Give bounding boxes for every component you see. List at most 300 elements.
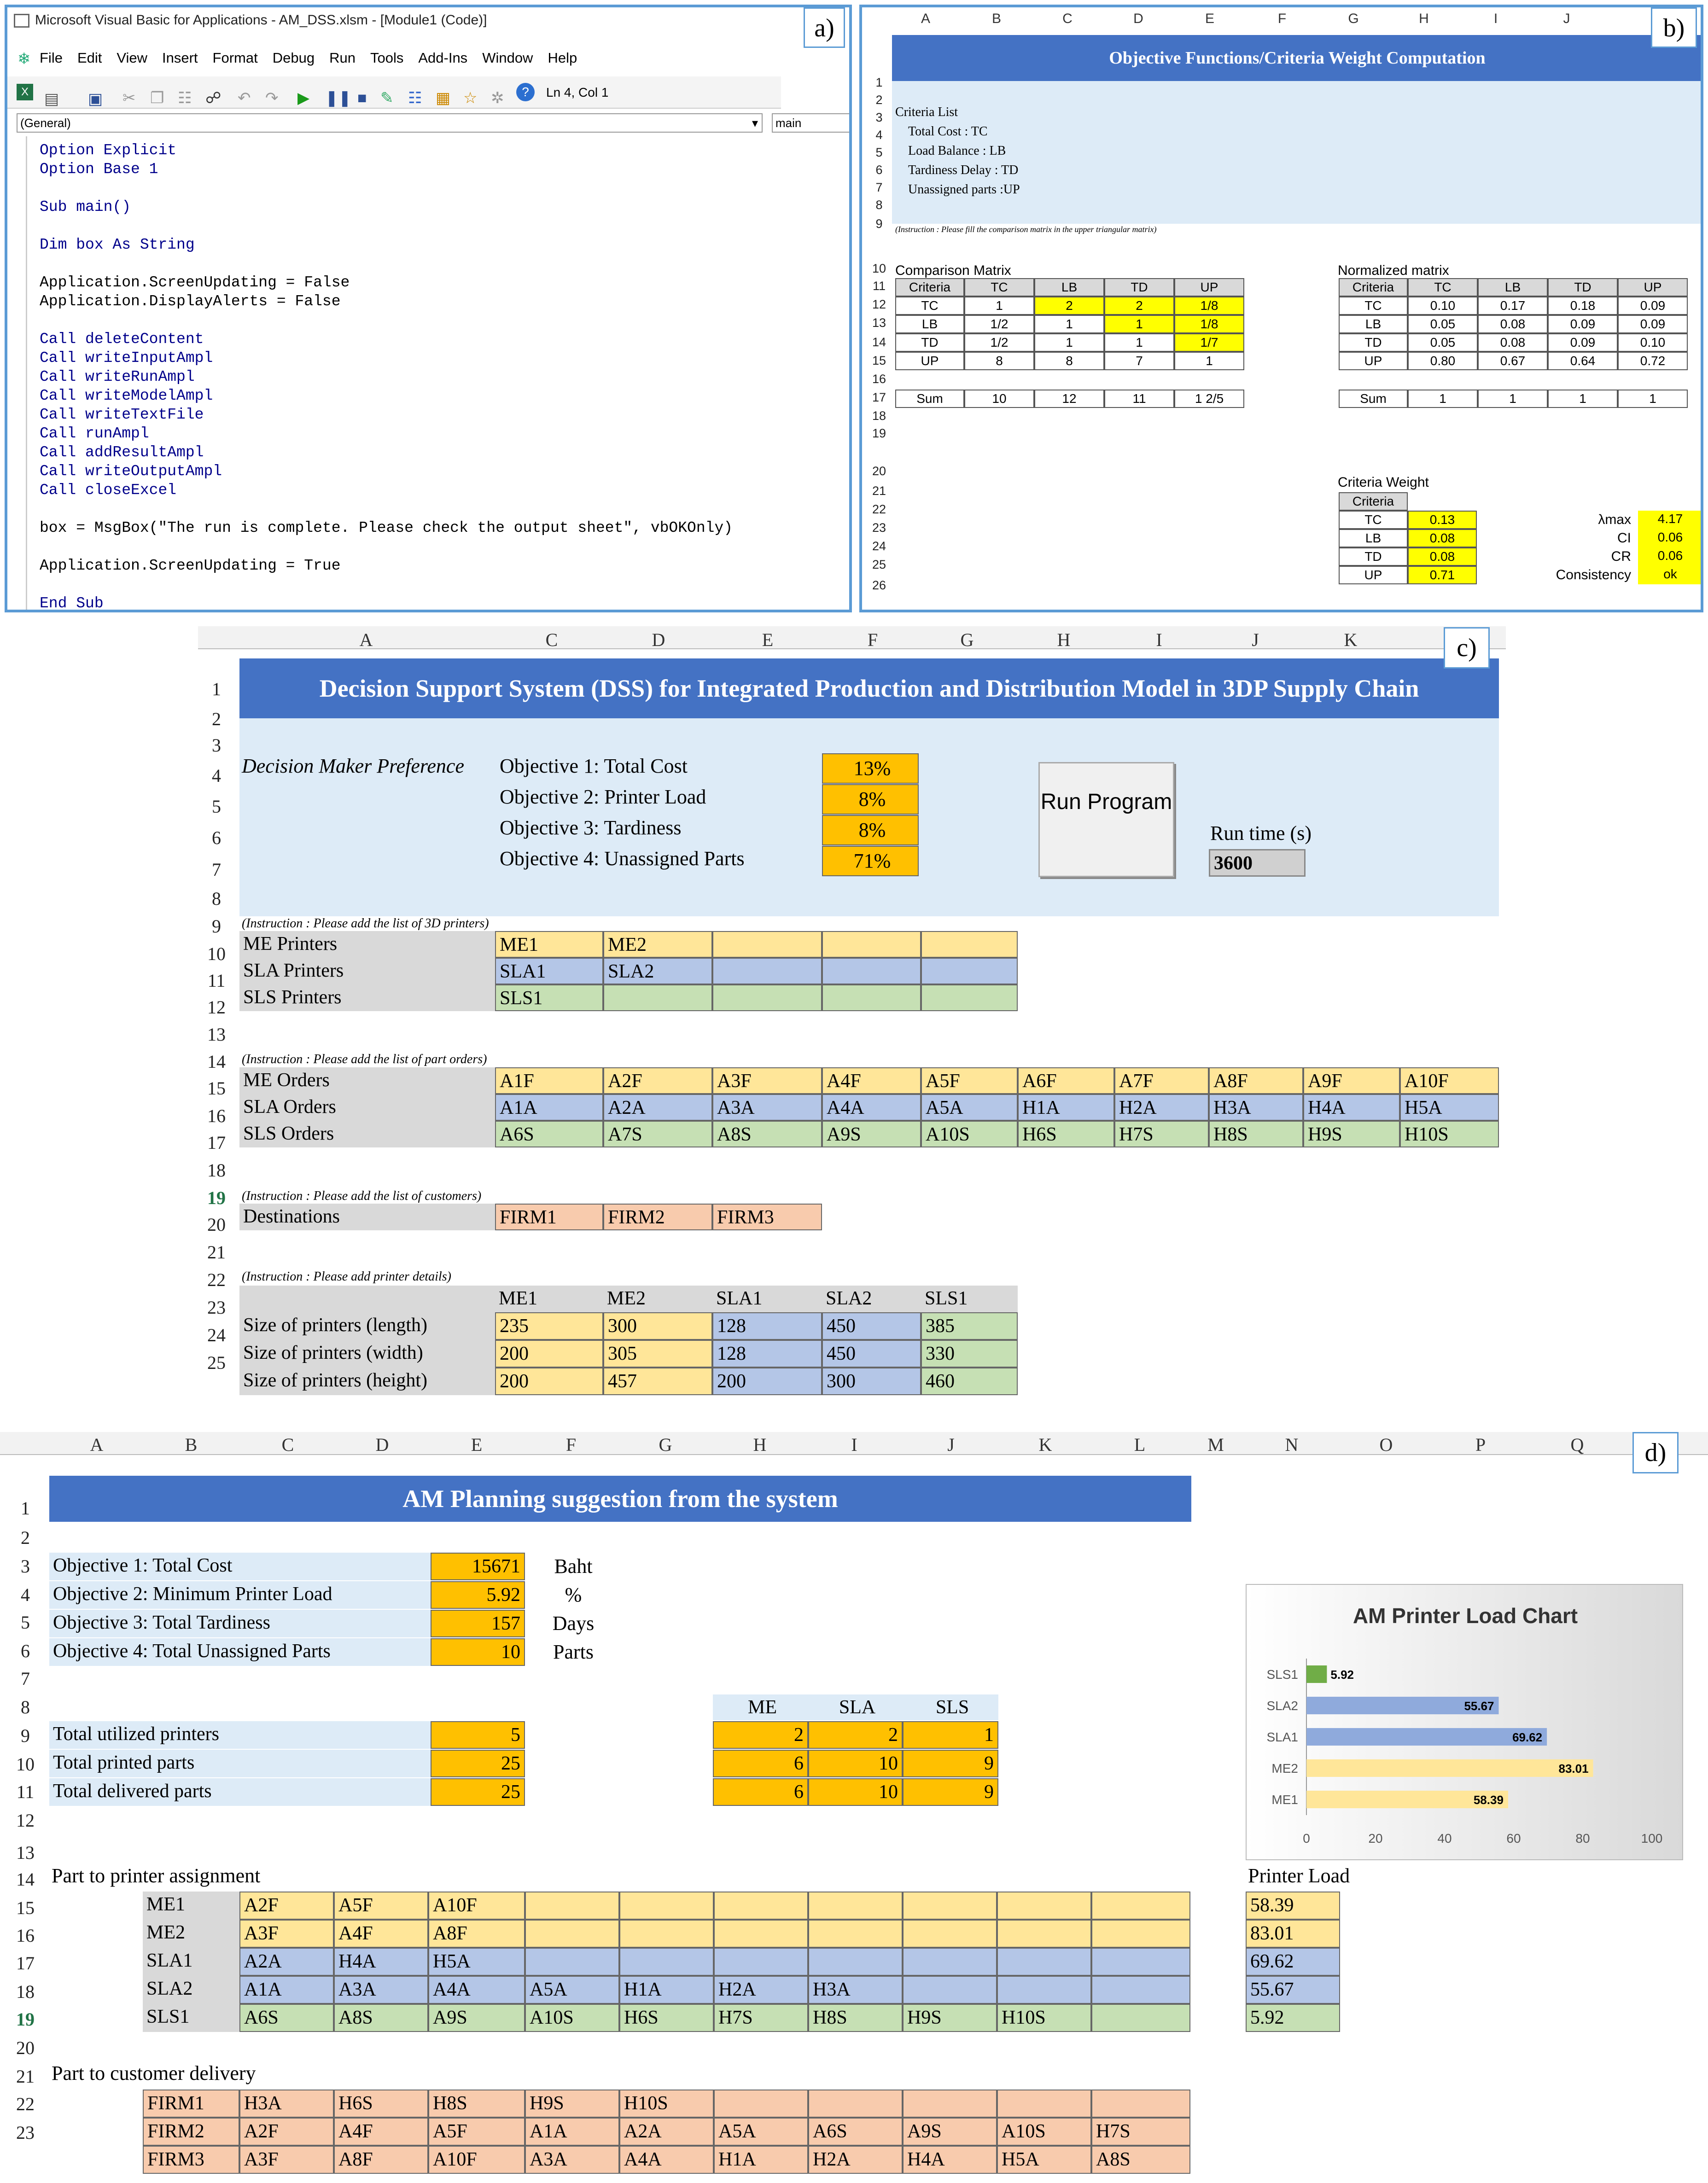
code-line: Call deleteContent xyxy=(40,331,204,348)
column-header: J xyxy=(947,1434,955,1455)
menu-item-insert[interactable]: Insert xyxy=(162,50,198,66)
order-cell[interactable]: A4F xyxy=(822,1067,921,1094)
code-line: End Sub xyxy=(40,595,104,612)
order-cell[interactable]: A10F xyxy=(1400,1067,1499,1094)
row-number: 18 xyxy=(16,1981,35,2002)
assignment-cell xyxy=(619,1920,714,1948)
detail-cell[interactable]: 450 xyxy=(822,1312,921,1340)
code-line: Sub main() xyxy=(40,198,131,215)
column-header: F xyxy=(867,629,878,650)
detail-label: Size of printers (height) xyxy=(239,1368,495,1395)
order-cell[interactable]: H7S xyxy=(1114,1121,1209,1147)
row-number: 23 xyxy=(872,521,886,535)
detail-cell[interactable]: 128 xyxy=(712,1340,822,1368)
column-header: M xyxy=(1207,1434,1224,1455)
delivery-cell: H2A xyxy=(808,2146,903,2174)
code-line xyxy=(40,216,733,235)
find-icon[interactable]: ☍ xyxy=(205,89,222,107)
row-number: 16 xyxy=(207,1106,226,1126)
row-number: 6 xyxy=(875,163,883,177)
menu-item-window[interactable]: Window xyxy=(482,50,533,66)
delivery-cell xyxy=(714,2090,808,2118)
printer-cell[interactable]: SLS1 xyxy=(495,984,603,1011)
row-number: 12 xyxy=(872,297,886,311)
row-number: 17 xyxy=(16,1953,35,1973)
matrix-cell[interactable]: 1/2 xyxy=(964,333,1034,352)
assignment-cell: H8S xyxy=(808,2004,903,2032)
detail-cell[interactable]: 200 xyxy=(495,1368,603,1395)
assignment-cell xyxy=(903,1920,997,1948)
column-header: I xyxy=(1493,11,1498,26)
objective-unit: Days xyxy=(552,1612,595,1635)
assignment-cell xyxy=(714,1948,808,1976)
order-cell[interactable]: A9F xyxy=(1303,1067,1400,1094)
matrix-cell[interactable]: 1/8 xyxy=(1174,315,1244,333)
order-cell[interactable]: H9S xyxy=(1303,1121,1400,1147)
order-cell[interactable]: H8S xyxy=(1209,1121,1303,1147)
printer-cell[interactable]: SLA1 xyxy=(495,958,603,984)
delivery-cell: A8S xyxy=(1091,2146,1190,2174)
detail-cell[interactable]: 128 xyxy=(712,1312,822,1340)
matrix-cell: 0.18 xyxy=(1548,297,1618,315)
column-header: D xyxy=(1133,11,1143,26)
objective-label: Objective 2: Printer Load xyxy=(500,786,706,808)
object-combo[interactable] xyxy=(17,113,763,133)
chart-title: AM Printer Load Chart xyxy=(1352,1604,1578,1628)
row-number: 7 xyxy=(212,859,221,880)
total-value: 25 xyxy=(431,1750,525,1777)
column-header: F xyxy=(1277,11,1287,26)
row-number: 6 xyxy=(212,827,221,848)
row-number: 20 xyxy=(207,1214,226,1235)
stat-label: λmax xyxy=(1598,512,1631,527)
objective-label: Objective 2: Minimum Printer Load xyxy=(49,1581,431,1609)
matrix-cell[interactable]: LB xyxy=(895,315,964,333)
run-time-field[interactable]: 3600 xyxy=(1209,849,1306,877)
object-browser-icon[interactable]: ☆ xyxy=(463,89,478,107)
column-header: E xyxy=(471,1434,483,1455)
order-cell[interactable]: A7S xyxy=(603,1121,712,1147)
detail-cell[interactable]: 235 xyxy=(495,1312,603,1340)
row-number: 16 xyxy=(16,1925,35,1946)
menu-item-debug[interactable]: Debug xyxy=(272,50,315,66)
row-number: 9 xyxy=(875,217,883,231)
matrix-cell: 0.17 xyxy=(1478,297,1548,315)
chart-data-label: 55.67 xyxy=(1464,1699,1494,1713)
detail-cell[interactable]: 305 xyxy=(603,1340,712,1368)
assignment-cell xyxy=(903,1948,997,1976)
matrix-cell: 0.08 xyxy=(1478,333,1548,352)
instruction-text: (Instruction : Please fill the comparison matrix in the upper triangular matrix) xyxy=(895,225,1157,234)
row-number: 15 xyxy=(16,1898,35,1918)
matrix-cell[interactable]: 1 xyxy=(1174,352,1244,370)
matrix-cell[interactable]: 1 xyxy=(1104,315,1174,333)
delivery-cell: A4F xyxy=(334,2118,428,2146)
order-cell[interactable]: A7F xyxy=(1114,1067,1209,1094)
matrix-cell[interactable]: 1 xyxy=(1034,333,1104,352)
delivery-customer: FIRM2 xyxy=(143,2118,239,2146)
toolbox-icon[interactable]: ✲ xyxy=(491,89,504,107)
order-type-label: ME Orders xyxy=(239,1067,495,1094)
paste-icon[interactable]: ☷ xyxy=(178,89,192,107)
chart-category-label: SLA1 xyxy=(1266,1730,1298,1744)
order-cell[interactable]: A6S xyxy=(495,1121,603,1147)
panel-label-c: c) xyxy=(1444,627,1490,669)
row-number: 22 xyxy=(207,1269,226,1290)
help-icon[interactable]: ? xyxy=(516,83,535,101)
matrix-cell[interactable]: TC xyxy=(895,297,964,315)
matrix-cell: 0.10 xyxy=(1408,297,1478,315)
panel-label-d: d) xyxy=(1632,1432,1679,1473)
type-total: 9 xyxy=(903,1778,998,1806)
chart-tick-label: 40 xyxy=(1437,1831,1452,1845)
code-line: Call writeTextFile xyxy=(40,406,204,423)
objective-label: Objective 3: Total Tardiness xyxy=(49,1610,431,1637)
total-value: 5 xyxy=(431,1721,525,1749)
row-number: 26 xyxy=(872,578,886,592)
assignment-cell: H9S xyxy=(903,2004,997,2032)
matrix-cell: UP xyxy=(1339,352,1408,370)
column-header: L xyxy=(1134,1434,1146,1455)
column-header: G xyxy=(1348,11,1359,26)
printer-load-value: 5.92 xyxy=(1246,2004,1340,2032)
project-explorer-icon[interactable]: ☷ xyxy=(408,89,422,107)
code-line xyxy=(40,537,733,556)
weight-value: 0.08 xyxy=(1408,529,1477,547)
printer-cell[interactable] xyxy=(921,958,1018,984)
order-cell[interactable]: A8F xyxy=(1209,1067,1303,1094)
assignment-cell xyxy=(1091,1976,1190,2004)
detail-cell[interactable]: 200 xyxy=(495,1340,603,1368)
assignment-cell: A3A xyxy=(334,1976,428,2004)
assignment-cell: H2A xyxy=(714,1976,808,2004)
criteria-item: Load Balance : LB xyxy=(908,144,1006,158)
type-total: 10 xyxy=(808,1778,903,1806)
procedure-combo[interactable] xyxy=(772,113,852,133)
delivery-cell: H8S xyxy=(428,2090,525,2118)
matrix-cell: 0.09 xyxy=(1548,315,1618,333)
instruction-details: (Instruction : Please add printer details) xyxy=(242,1269,451,1284)
destination-cell[interactable]: FIRM3 xyxy=(712,1204,822,1230)
printer-cell[interactable] xyxy=(712,931,822,958)
stat-label: CR xyxy=(1611,549,1631,564)
order-cell[interactable]: A9S xyxy=(822,1121,921,1147)
criteria-item: Total Cost : TC xyxy=(908,124,988,139)
assignment-printer: SLS1 xyxy=(143,2004,239,2032)
matrix-cell[interactable]: UP xyxy=(895,352,964,370)
code-editor[interactable] xyxy=(40,141,733,612)
matrix-cell[interactable]: 8 xyxy=(1034,352,1104,370)
printer-cell[interactable]: ME2 xyxy=(603,931,712,958)
assignment-cell: A2F xyxy=(239,1892,334,1920)
objective-weight[interactable]: 71% xyxy=(822,846,919,876)
assignment-cell xyxy=(997,1920,1091,1948)
matrix-header: Criteria xyxy=(1339,278,1408,297)
total-value: 25 xyxy=(431,1778,525,1806)
weight-header: Criteria xyxy=(1339,492,1408,511)
chart-data-label: 5.92 xyxy=(1330,1668,1354,1682)
weight-value: 0.08 xyxy=(1408,547,1477,566)
row-number: 12 xyxy=(207,997,226,1018)
printer-load-value: 69.62 xyxy=(1246,1948,1340,1976)
matrix-cell[interactable]: 1 xyxy=(1104,333,1174,352)
row-number: 12 xyxy=(16,1810,35,1831)
code-line: Call closeExcel xyxy=(40,482,177,499)
row-number: 25 xyxy=(872,558,886,571)
matrix-cell: 0.05 xyxy=(1408,315,1478,333)
row-number: 20 xyxy=(872,464,886,478)
order-cell[interactable]: A8S xyxy=(712,1121,822,1147)
column-header: E xyxy=(1205,11,1214,26)
matrix-header: TC xyxy=(1408,278,1478,297)
criteria-item: Tardiness Delay : TD xyxy=(908,163,1019,177)
matrix-cell[interactable]: 1/8 xyxy=(1174,297,1244,315)
save-icon[interactable]: ▣ xyxy=(88,90,103,108)
normalized-label: Normalized matrix xyxy=(1338,263,1449,278)
code-line xyxy=(40,254,733,273)
printer-cell[interactable] xyxy=(712,958,822,984)
objective-weight[interactable]: 8% xyxy=(822,815,919,845)
panel-label-a: a) xyxy=(804,7,845,48)
type-header: ME xyxy=(713,1694,808,1720)
cut-icon[interactable]: ✂ xyxy=(122,89,136,107)
row-number: 1 xyxy=(212,679,221,699)
assignment-cell: H6S xyxy=(619,2004,714,2032)
order-cell[interactable]: A3A xyxy=(712,1094,822,1121)
menu-item-view[interactable]: View xyxy=(117,50,148,66)
order-cell[interactable]: H10S xyxy=(1400,1121,1499,1147)
matrix-cell[interactable]: 1/7 xyxy=(1174,333,1244,352)
menu-item-add-ins[interactable]: Add-Ins xyxy=(418,50,468,66)
assignment-printer: ME1 xyxy=(143,1892,239,1920)
delivery-cell xyxy=(1091,2090,1190,2118)
delivery-cell: H6S xyxy=(334,2090,428,2118)
order-cell[interactable]: A10S xyxy=(921,1121,1018,1147)
detail-cell[interactable]: 385 xyxy=(921,1312,1018,1340)
order-cell[interactable]: A1F xyxy=(495,1067,603,1094)
assignment-cell xyxy=(525,1948,619,1976)
insert-module-icon[interactable]: ▤ xyxy=(44,90,59,108)
sheet-title: Objective Functions/Criteria Weight Computation xyxy=(892,35,1702,81)
row-number: 19 xyxy=(872,426,886,440)
objective-weight[interactable]: 13% xyxy=(822,753,919,784)
detail-cell[interactable]: 330 xyxy=(921,1340,1018,1368)
menu-item-file[interactable]: File xyxy=(40,50,63,66)
excel-view-icon[interactable]: X xyxy=(17,84,33,100)
printer-cell[interactable] xyxy=(822,931,921,958)
matrix-cell[interactable]: 7 xyxy=(1104,352,1174,370)
procedure-combo-value: main xyxy=(775,116,802,130)
order-cell[interactable]: A5F xyxy=(921,1067,1018,1094)
order-cell[interactable]: A3F xyxy=(712,1067,822,1094)
column-header: H xyxy=(753,1434,767,1455)
matrix-cell[interactable]: 1 xyxy=(1034,315,1104,333)
printer-type-label: SLS Printers xyxy=(239,984,495,1011)
code-line: Call writeModelAmpl xyxy=(40,387,213,404)
weight-criteria: TD xyxy=(1339,547,1408,566)
vba-toolbar xyxy=(7,76,781,109)
run-time-label: Run time (s) xyxy=(1210,822,1312,844)
comparison-label: Comparison Matrix xyxy=(895,263,1011,278)
order-cell[interactable]: H1A xyxy=(1018,1094,1114,1121)
design-mode-icon[interactable]: ✎ xyxy=(380,89,394,107)
row-number: 5 xyxy=(875,146,883,159)
chart-bar xyxy=(1306,1665,1327,1683)
detail-cell[interactable]: 300 xyxy=(603,1312,712,1340)
chart-bar xyxy=(1306,1759,1593,1777)
reset-icon[interactable]: ■ xyxy=(357,89,367,107)
detail-cell[interactable]: 450 xyxy=(822,1340,921,1368)
vba-menubar xyxy=(7,44,849,72)
output-title: AM Planning suggestion from the system xyxy=(49,1476,1191,1522)
assignment-cell xyxy=(997,1892,1091,1920)
code-line: Application.ScreenUpdating = False xyxy=(40,274,350,291)
destination-cell[interactable]: FIRM1 xyxy=(495,1204,603,1230)
run-program-button[interactable]: Run Program xyxy=(1038,762,1174,877)
am-planning-output-sheet xyxy=(0,1432,1708,2183)
assignment-cell xyxy=(1091,1948,1190,1976)
row-number: 19 xyxy=(207,1188,226,1208)
type-total: 9 xyxy=(903,1750,998,1777)
column-header: H xyxy=(1419,11,1429,26)
row-number: 2 xyxy=(212,709,221,729)
run-icon[interactable]: ▶ xyxy=(297,89,310,107)
printer-cell[interactable] xyxy=(712,984,822,1011)
order-cell[interactable]: H5A xyxy=(1400,1094,1499,1121)
column-header: K xyxy=(1038,1434,1052,1455)
row-number: 13 xyxy=(16,1842,35,1863)
order-cell[interactable]: A5A xyxy=(921,1094,1018,1121)
assignment-printer: SLA1 xyxy=(143,1948,239,1976)
printer-load-chart[interactable] xyxy=(1246,1584,1683,1860)
redo-icon[interactable]: ↷ xyxy=(265,89,279,107)
order-cell[interactable]: A2F xyxy=(603,1067,712,1094)
matrix-cell: 0.72 xyxy=(1618,352,1688,370)
order-cell[interactable]: A4A xyxy=(822,1094,921,1121)
order-cell[interactable]: H4A xyxy=(1303,1094,1400,1121)
matrix-cell: 0.09 xyxy=(1618,297,1688,315)
row-number: 14 xyxy=(16,1869,35,1890)
matrix-cell[interactable]: 8 xyxy=(964,352,1034,370)
menu-item-help[interactable]: Help xyxy=(548,50,577,66)
code-line: Call writeInputAmpl xyxy=(40,349,213,367)
detail-cell[interactable]: 457 xyxy=(603,1368,712,1395)
printer-cell[interactable] xyxy=(822,958,921,984)
matrix-cell[interactable]: 1 xyxy=(964,297,1034,315)
menu-item-edit[interactable]: Edit xyxy=(77,50,102,66)
weight-criteria: LB xyxy=(1339,529,1408,547)
matrix-cell[interactable]: 2 xyxy=(1104,297,1174,315)
row-number: 21 xyxy=(207,1242,226,1263)
assignment-cell: A8F xyxy=(428,1920,525,1948)
matrix-header: UP xyxy=(1618,278,1688,297)
row-number: 24 xyxy=(872,539,886,553)
printer-cell[interactable] xyxy=(603,984,712,1011)
delivery-cell: H5A xyxy=(997,2146,1091,2174)
delivery-cell: A3A xyxy=(525,2146,619,2174)
printer-cell[interactable] xyxy=(921,931,1018,958)
matrix-cell[interactable]: 2 xyxy=(1034,297,1104,315)
printer-type-label: ME Printers xyxy=(239,931,495,958)
menu-item-format[interactable]: Format xyxy=(212,50,258,66)
assignment-printer: SLA2 xyxy=(143,1976,239,2004)
type-header: SLA xyxy=(808,1694,903,1720)
matrix-cell[interactable]: TD xyxy=(895,333,964,352)
stat-value: 4.17 xyxy=(1638,511,1702,529)
assignment-cell xyxy=(903,1892,997,1920)
chart-bar xyxy=(1306,1728,1547,1746)
order-cell[interactable]: H2A xyxy=(1114,1094,1209,1121)
matrix-cell[interactable]: 1/2 xyxy=(964,315,1034,333)
delivery-cell: H10S xyxy=(619,2090,714,2118)
printer-cell[interactable]: ME1 xyxy=(495,931,603,958)
printer-cell[interactable] xyxy=(921,984,1018,1011)
copy-icon[interactable]: ❐ xyxy=(150,89,164,107)
detail-cell[interactable]: 200 xyxy=(712,1368,822,1395)
detail-cell[interactable]: 300 xyxy=(822,1368,921,1395)
assignment-cell xyxy=(1091,1920,1190,1948)
row-number: 17 xyxy=(872,390,886,404)
printer-cell[interactable] xyxy=(822,984,921,1011)
matrix-header: TC xyxy=(964,278,1034,297)
properties-icon[interactable]: ▦ xyxy=(436,89,451,107)
row-number: 11 xyxy=(872,279,886,293)
matrix-cell: 0.10 xyxy=(1618,333,1688,352)
row-number: 9 xyxy=(21,1725,30,1746)
row-number: 8 xyxy=(212,888,221,909)
delivery-cell: A4A xyxy=(619,2146,714,2174)
detail-label: Size of printers (width) xyxy=(239,1340,495,1368)
delivery-cell: A10F xyxy=(428,2146,525,2174)
row-number: 22 xyxy=(872,502,886,516)
type-header: SLS xyxy=(903,1694,998,1720)
chart-tick-label: 20 xyxy=(1368,1831,1383,1845)
column-header: K xyxy=(1344,629,1358,650)
assignment-cell: H1A xyxy=(619,1976,714,2004)
destination-cell[interactable]: FIRM2 xyxy=(603,1204,712,1230)
row-number: 23 xyxy=(16,2122,35,2143)
order-cell[interactable]: H3A xyxy=(1209,1094,1303,1121)
order-cell[interactable]: H6S xyxy=(1018,1121,1114,1147)
code-line xyxy=(40,179,733,198)
dm-preference-label: Decision Maker Preference xyxy=(242,755,464,777)
chart-tick-label: 60 xyxy=(1506,1831,1521,1845)
column-header: A xyxy=(359,629,373,650)
printer-load-value: 55.67 xyxy=(1246,1976,1340,2004)
column-header: B xyxy=(991,11,1001,26)
order-cell[interactable]: A1A xyxy=(495,1094,603,1121)
detail-cell[interactable]: 460 xyxy=(921,1368,1018,1395)
code-line: Application.DisplayAlerts = False xyxy=(40,293,341,310)
objective-weight[interactable]: 8% xyxy=(822,784,919,815)
break-icon[interactable]: ❚❚ xyxy=(325,89,351,107)
assignment-cell: A6S xyxy=(239,2004,334,2032)
assignment-printer: ME2 xyxy=(143,1920,239,1948)
menu-item-run[interactable]: Run xyxy=(329,50,356,66)
undo-icon[interactable]: ↶ xyxy=(238,89,251,107)
matrix-cell: 0.05 xyxy=(1408,333,1478,352)
delivery-cell: H3A xyxy=(239,2090,334,2118)
printer-cell[interactable]: SLA2 xyxy=(603,958,712,984)
objective-value: 157 xyxy=(431,1610,525,1637)
type-total: 2 xyxy=(713,1721,808,1749)
row-number: 8 xyxy=(875,198,883,212)
menu-item-tools[interactable]: Tools xyxy=(370,50,404,66)
order-cell[interactable]: A6F xyxy=(1018,1067,1114,1094)
column-header: H xyxy=(1057,629,1071,650)
order-cell[interactable]: A2A xyxy=(603,1094,712,1121)
column-header: J xyxy=(1252,629,1259,650)
